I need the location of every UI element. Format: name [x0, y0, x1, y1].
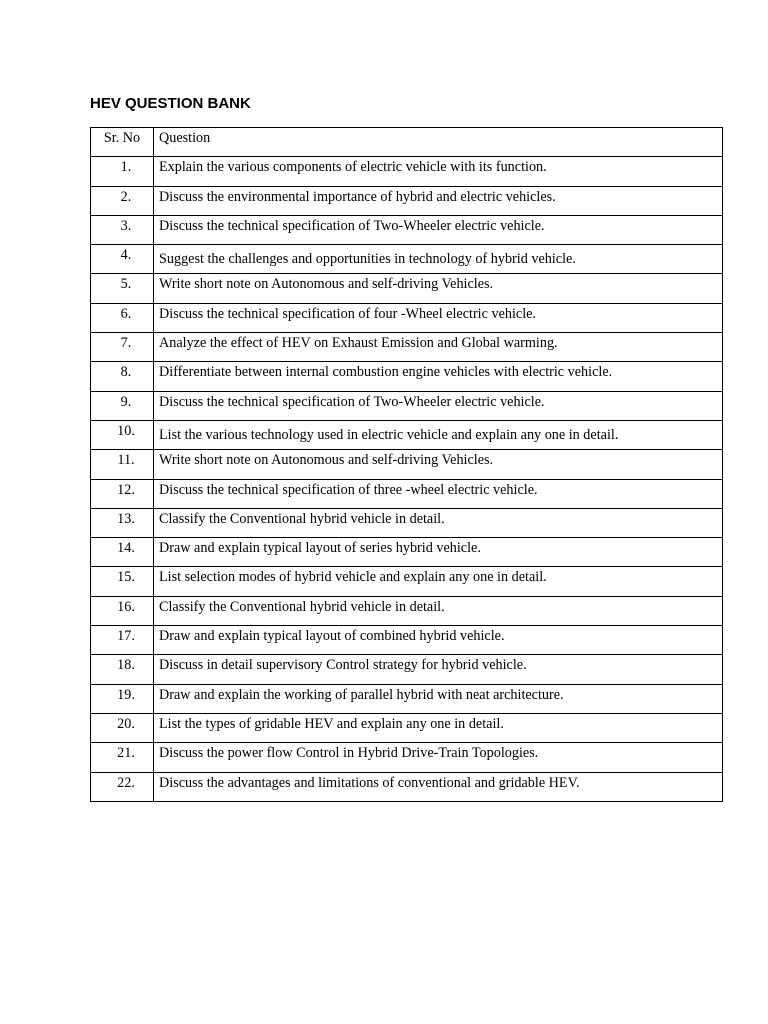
- question-text: Discuss the power flow Control in Hybrid Drive-Train Topologies.: [159, 745, 539, 762]
- table-row: [91, 303, 723, 332]
- question-text: Discuss the technical specification of three -wheel electric vehicle.: [159, 481, 538, 498]
- header-question: Question: [159, 130, 211, 146]
- question-text: Draw and explain the working of parallel hybrid with neat architecture.: [159, 686, 564, 703]
- sr-no-cell: [91, 479, 154, 508]
- sr-no-cell: [91, 420, 154, 449]
- question-text: Discuss the technical specification of Two-Wheeler electric vehicle.: [159, 217, 545, 234]
- table-row: [91, 567, 723, 596]
- sr-no: 2.: [120, 188, 132, 205]
- table-row: [91, 655, 723, 684]
- question-cell: [154, 303, 723, 332]
- table-row: [91, 772, 723, 801]
- sr-no: 16.: [117, 598, 135, 615]
- header-sr-no: Sr. No: [103, 130, 141, 146]
- question-text: Discuss in detail supervisory Control strategy for hybrid vehicle.: [159, 657, 527, 674]
- sr-no-cell: [91, 333, 154, 362]
- table-row: [91, 713, 723, 742]
- question-cell: [154, 333, 723, 362]
- sr-no: 22.: [117, 774, 135, 791]
- question-cell: [154, 567, 723, 596]
- question-text: List the various technology used in electric vehicle and explain any one in detail.: [159, 426, 619, 443]
- header-question-cell: [154, 128, 723, 157]
- question-cell: [154, 186, 723, 215]
- sr-no: 21.: [117, 745, 135, 762]
- sr-no: 10.: [117, 422, 135, 439]
- table-row: [91, 450, 723, 479]
- sr-no-cell: [91, 713, 154, 742]
- sr-no-cell: [91, 450, 154, 479]
- question-cell: [154, 479, 723, 508]
- question-cell: [154, 596, 723, 625]
- table-row: [91, 157, 723, 186]
- sr-no: 15.: [117, 569, 135, 586]
- table-row: [91, 626, 723, 655]
- table-row: [91, 391, 723, 420]
- question-cell: [154, 450, 723, 479]
- table-row: [91, 538, 723, 567]
- table-row: [91, 684, 723, 713]
- sr-no-cell: [91, 538, 154, 567]
- question-cell: [154, 420, 723, 449]
- sr-no: 5.: [120, 276, 132, 293]
- table-row: [91, 274, 723, 303]
- question-text: List the types of gridable HEV and explain any one in detail.: [159, 715, 504, 732]
- question-text: Draw and explain typical layout of combined hybrid vehicle.: [159, 628, 505, 645]
- sr-no-cell: [91, 684, 154, 713]
- question-cell: [154, 215, 723, 244]
- question-cell: [154, 274, 723, 303]
- question-text: Discuss the advantages and limitations of conventional and gridable HEV.: [159, 774, 580, 791]
- question-cell: [154, 684, 723, 713]
- sr-no-cell: [91, 743, 154, 772]
- question-text: Classify the Conventional hybrid vehicle in detail.: [159, 598, 445, 615]
- header-sr-no-cell: [91, 128, 154, 157]
- question-cell: [154, 743, 723, 772]
- question-text: Discuss the environmental importance of hybrid and electric vehicles.: [159, 188, 556, 205]
- question-cell: [154, 538, 723, 567]
- sr-no-cell: [91, 245, 154, 274]
- question-text: Discuss the technical specification of Two-Wheeler electric vehicle.: [159, 393, 545, 410]
- table-row: [91, 186, 723, 215]
- sr-no: 4.: [120, 247, 132, 264]
- sr-no-cell: [91, 303, 154, 332]
- question-text: Analyze the effect of HEV on Exhaust Emission and Global warming.: [159, 335, 558, 352]
- sr-no-cell: [91, 391, 154, 420]
- question-cell: [154, 508, 723, 537]
- table-row: [91, 245, 723, 274]
- sr-no: 20.: [117, 715, 135, 732]
- question-cell: [154, 655, 723, 684]
- question-cell: [154, 157, 723, 186]
- question-text: Discuss the technical specification of four -Wheel electric vehicle.: [159, 305, 536, 322]
- sr-no: 1.: [120, 159, 132, 176]
- question-table: [90, 127, 723, 802]
- question-cell: [154, 362, 723, 391]
- question-text: List selection modes of hybrid vehicle and explain any one in detail.: [159, 569, 547, 586]
- table-row: [91, 215, 723, 244]
- sr-no-cell: [91, 508, 154, 537]
- table-row: [91, 743, 723, 772]
- question-cell: [154, 713, 723, 742]
- sr-no-cell: [91, 567, 154, 596]
- page-title: HEV QUESTION BANK: [90, 95, 251, 112]
- question-text: Explain the various components of electric vehicle with its function.: [159, 159, 547, 176]
- sr-no: 8.: [120, 364, 132, 381]
- question-text: Write short note on Autonomous and self-driving Vehicles.: [159, 452, 494, 469]
- question-cell: [154, 772, 723, 801]
- table-row: [91, 596, 723, 625]
- question-cell: [154, 626, 723, 655]
- question-text: Draw and explain typical layout of series hybrid vehicle.: [159, 540, 481, 557]
- table-row: [91, 420, 723, 449]
- sr-no-cell: [91, 772, 154, 801]
- sr-no-cell: [91, 274, 154, 303]
- sr-no-cell: [91, 655, 154, 684]
- sr-no: 12.: [117, 481, 135, 498]
- question-text: Write short note on Autonomous and self-driving Vehicles.: [159, 276, 494, 293]
- sr-no: 6.: [120, 305, 132, 322]
- question-cell: [154, 245, 723, 274]
- table-row: [91, 508, 723, 537]
- sr-no: 18.: [117, 657, 135, 674]
- question-text: Suggest the challenges and opportunities in technology of hybrid vehicle.: [159, 251, 576, 268]
- sr-no-cell: [91, 626, 154, 655]
- sr-no: 9.: [120, 393, 132, 410]
- sr-no: 3.: [120, 217, 132, 234]
- sr-no-cell: [91, 596, 154, 625]
- sr-no: 11.: [117, 452, 135, 469]
- sr-no-cell: [91, 215, 154, 244]
- sr-no: 13.: [117, 510, 135, 527]
- sr-no: 19.: [117, 686, 135, 703]
- table-row: [91, 479, 723, 508]
- sr-no: 7.: [120, 335, 132, 352]
- sr-no: 14.: [117, 540, 135, 557]
- sr-no: 17.: [117, 628, 135, 645]
- question-text: Classify the Conventional hybrid vehicle in detail.: [159, 510, 445, 527]
- question-text: Differentiate between internal combustion engine vehicles with electric vehicle.: [159, 364, 613, 381]
- table-row: [91, 362, 723, 391]
- question-cell: [154, 391, 723, 420]
- sr-no-cell: [91, 362, 154, 391]
- table-header-row: [91, 128, 723, 157]
- sr-no-cell: [91, 186, 154, 215]
- question-table-body: [91, 128, 723, 802]
- table-row: [91, 333, 723, 362]
- sr-no-cell: [91, 157, 154, 186]
